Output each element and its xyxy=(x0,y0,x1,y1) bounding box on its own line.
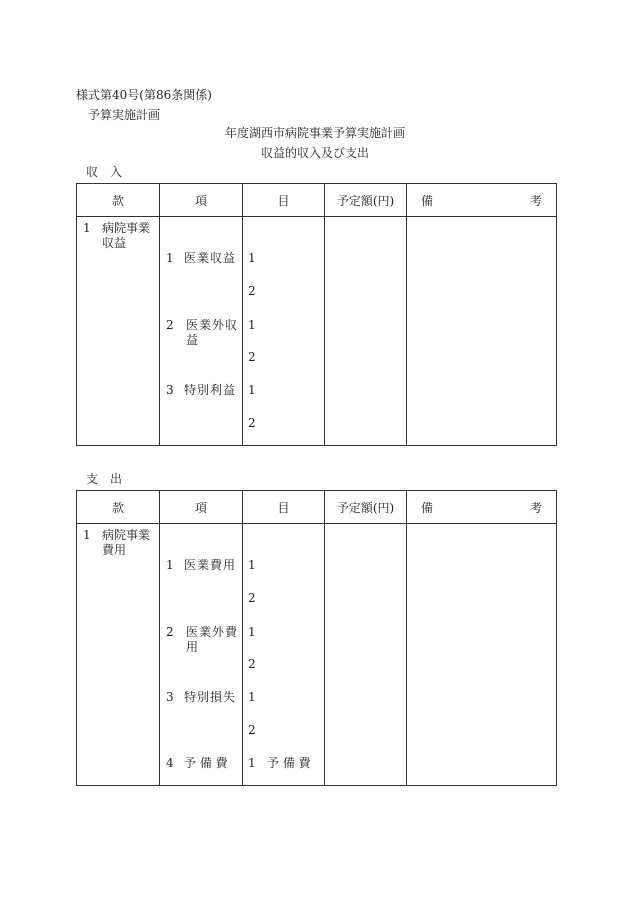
income-kan-cell xyxy=(77,217,160,446)
expense-moku-no: 1 xyxy=(248,625,256,639)
income-item-name-2: 益 xyxy=(186,333,199,347)
col-biko-left: 備 xyxy=(421,193,434,208)
expense-section-label: 支 出 xyxy=(86,472,123,486)
col-moku: 目 xyxy=(243,491,325,524)
expense-kou-cell xyxy=(160,524,243,786)
income-item-no: 2 xyxy=(166,318,174,332)
income-item-no: 3 xyxy=(166,383,174,397)
expense-moku-no: 1 xyxy=(248,558,256,572)
col-yotei: 予定額(円) xyxy=(325,184,407,217)
col-kan: 款 xyxy=(77,184,160,217)
expense-item-name: 医業費用 xyxy=(184,558,237,572)
col-yotei: 予定額(円) xyxy=(325,491,407,524)
income-biko-cell xyxy=(407,217,557,446)
income-moku-no: 1 xyxy=(248,251,256,265)
expense-item-no: 2 xyxy=(166,625,174,639)
col-biko-right: 考 xyxy=(529,500,542,515)
form-subtitle: 予算実施計画 xyxy=(88,108,161,122)
expense-moku-no: 1 xyxy=(248,690,256,704)
expense-biko-cell xyxy=(407,524,557,786)
expense-moku-no: 1 xyxy=(248,756,256,770)
col-kou: 項 xyxy=(160,184,243,217)
income-kan-name-1: 病院事業 xyxy=(102,221,151,235)
income-item-name: 医業収益 xyxy=(184,251,237,265)
income-moku-no: 1 xyxy=(248,318,256,332)
col-kan: 款 xyxy=(77,491,160,524)
expense-moku-no: 2 xyxy=(248,657,256,671)
expense-moku-no: 2 xyxy=(248,591,256,605)
expense-moku-no: 2 xyxy=(248,723,256,737)
col-biko xyxy=(407,184,557,217)
income-kou-cell xyxy=(160,217,243,446)
expense-item-name: 予 備 費 xyxy=(184,756,228,770)
expense-kan-no: 1 xyxy=(83,528,91,542)
expense-moku-name: 予 備 費 xyxy=(267,756,311,770)
income-moku-no: 2 xyxy=(248,284,256,298)
income-moku-no: 1 xyxy=(248,383,256,397)
income-item-no: 1 xyxy=(166,251,174,265)
document-title: 年度湖西市病院事業予算実施計画 xyxy=(224,126,405,140)
income-kan-no: 1 xyxy=(83,221,91,235)
expense-item-no: 1 xyxy=(166,558,174,572)
expense-yotei-cell xyxy=(325,524,407,786)
expense-kan-name-2: 費用 xyxy=(102,543,127,557)
document-subtitle: 収益的収入及び支出 xyxy=(260,146,369,160)
income-item-name: 医業外収 xyxy=(186,318,239,332)
expense-table xyxy=(76,490,557,786)
income-moku-no: 2 xyxy=(248,416,256,430)
expense-item-name-2: 用 xyxy=(186,640,199,654)
form-number: 様式第40号(第86条関係) xyxy=(76,88,212,102)
expense-item-no: 4 xyxy=(166,756,174,770)
income-item-name: 特別利益 xyxy=(184,383,237,397)
income-moku-cell xyxy=(243,217,325,446)
expense-body-row xyxy=(77,524,557,786)
income-kan-name-2: 収益 xyxy=(102,236,127,250)
expense-item-no: 3 xyxy=(166,690,174,704)
expense-moku-cell xyxy=(243,524,325,786)
income-moku-no: 2 xyxy=(248,350,256,364)
income-yotei-cell xyxy=(325,217,407,446)
col-biko-left: 備 xyxy=(421,500,434,515)
income-header-row xyxy=(77,184,557,217)
expense-item-name: 特別損失 xyxy=(184,690,237,704)
expense-header-row xyxy=(77,491,557,524)
expense-kan-name-1: 病院事業 xyxy=(102,528,151,542)
income-section-label: 収 入 xyxy=(86,165,123,179)
col-kou: 項 xyxy=(160,491,243,524)
expense-item-name: 医業外費 xyxy=(186,625,239,639)
col-biko-right: 考 xyxy=(529,193,542,208)
expense-kan-cell xyxy=(77,524,160,786)
income-table xyxy=(76,183,557,446)
col-moku: 目 xyxy=(243,184,325,217)
income-body-row xyxy=(77,217,557,446)
col-biko xyxy=(407,491,557,524)
